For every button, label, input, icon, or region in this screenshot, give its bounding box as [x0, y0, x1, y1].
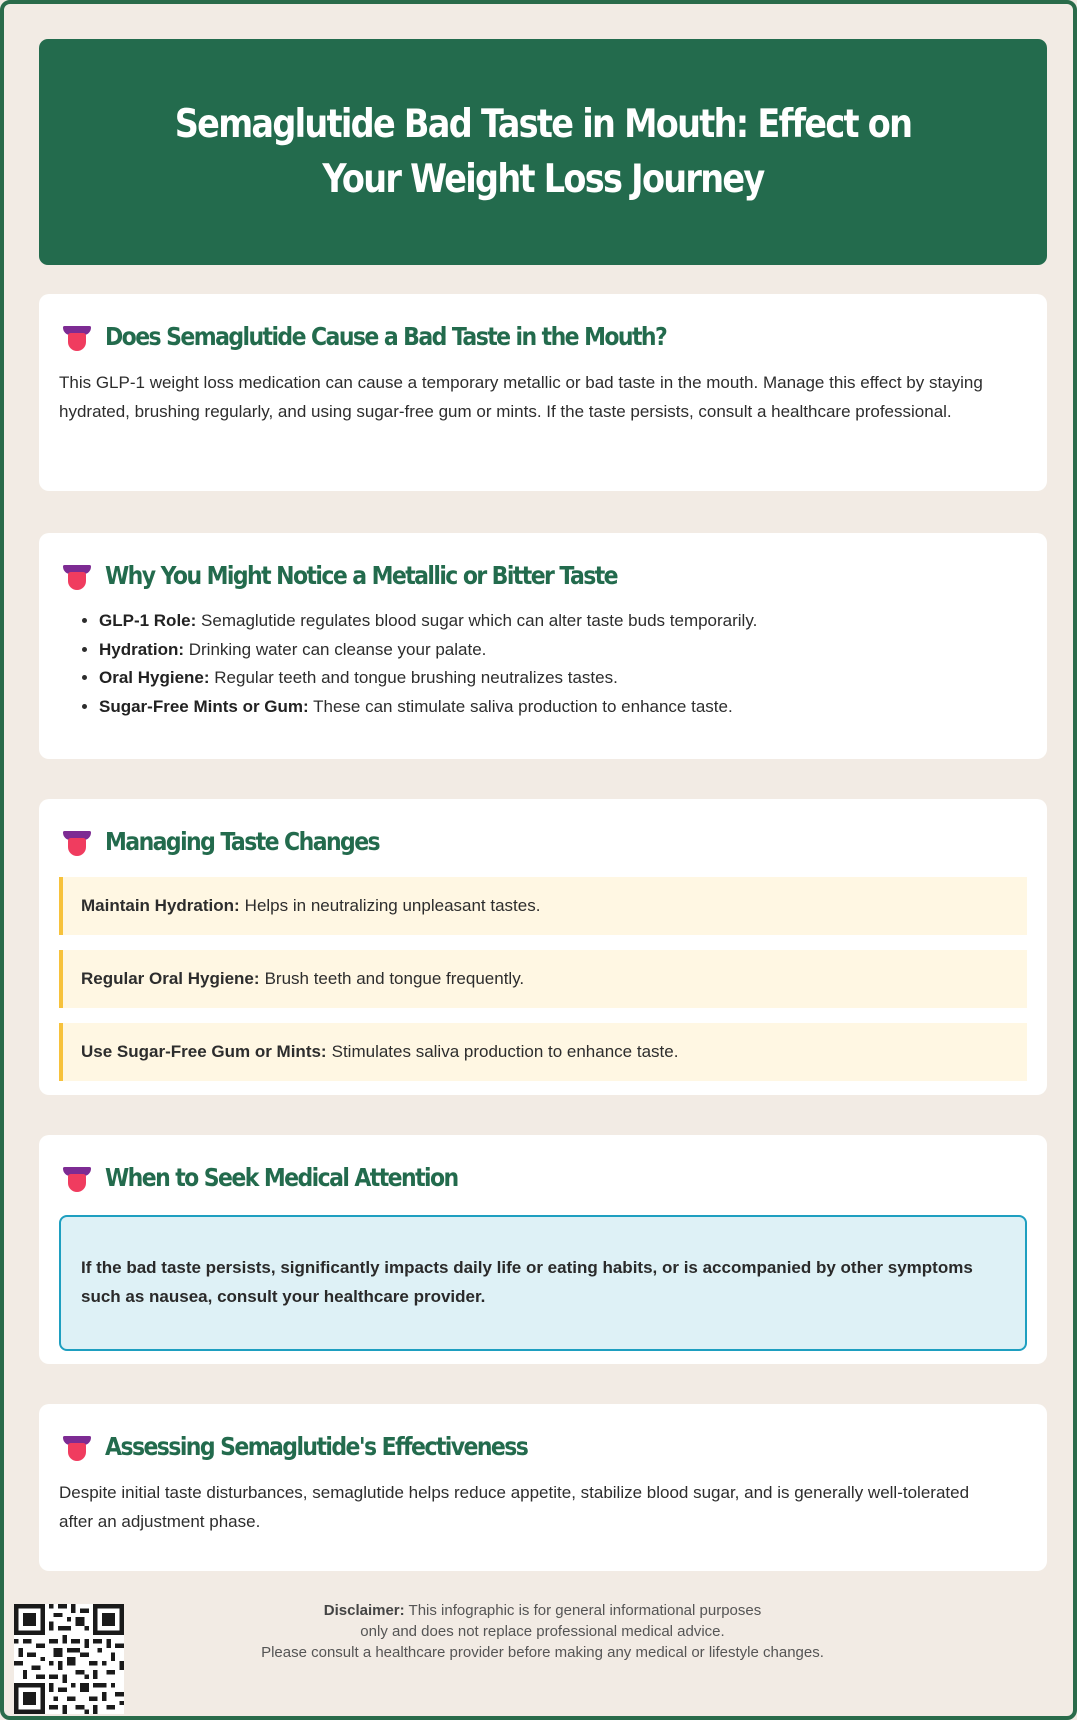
card-managing [39, 799, 1047, 1095]
tongue-icon [63, 324, 91, 354]
list-item [99, 693, 1027, 722]
tongue-icon [63, 1165, 91, 1195]
card-effectiveness [39, 1404, 1047, 1571]
item-label: Sugar-Free Mints or Gum: [99, 696, 309, 716]
disclaimer-text: This infographic is for general informational purposes [408, 1602, 762, 1619]
list-item [99, 607, 1027, 636]
disclaimer-line-1 [4, 1600, 1077, 1621]
item-label: GLP-1 Role: [99, 611, 197, 630]
list-item [99, 636, 1027, 665]
page-header [39, 39, 1047, 265]
tip-label: Regular Oral Hygiene: [81, 969, 260, 988]
card-header [63, 819, 1027, 863]
disclaimer-label: Disclaimer: [323, 1602, 405, 1619]
section-text: This GLP-1 weight loss medication can cause a temporary metallic or bad taste in the mouth. Manage this effect by staying hydrated, brushing regularly, and using sugar-free gum or mints. If the taste persists, consult a healthcare professional. [59, 373, 983, 421]
tip-item [59, 950, 1027, 1008]
card-cause [39, 294, 1047, 491]
card-header [63, 1424, 1027, 1468]
reason-list [59, 607, 1027, 721]
card-header [63, 553, 1027, 597]
card-header [63, 1155, 1027, 1199]
item-text: Drinking water can cleanse your palate. [188, 639, 487, 659]
tongue-icon [63, 1434, 91, 1464]
section-title: Why You Might Notice a Metallic or Bitter Taste [105, 560, 618, 590]
item-text: Regular teeth and tongue brushing neutralizes tastes. [214, 668, 618, 687]
item-text: Semaglutide regulates blood sugar which can alter taste buds temporarily. [201, 611, 758, 630]
section-text: Despite initial taste disturbances, semaglutide helps reduce appetite, stabilize blood sugar, and is generally well-tolerated after an adjustment phase. [59, 1483, 970, 1531]
item-label: Hydration: [99, 639, 184, 659]
tip-label: Maintain Hydration: [81, 896, 240, 915]
page-title: Semaglutide Bad Taste in Mouth: Effect on Your Weight Loss Journey [174, 102, 912, 202]
disclaimer-line-2: only and does not replace professional medical advice. [360, 1623, 725, 1640]
tip-list [59, 877, 1027, 1081]
card-medical [39, 1135, 1047, 1364]
tip-text: Brush teeth and tongue frequently. [264, 969, 525, 988]
medical-alert-box: If the bad taste persists, significantly impacts daily life or eating habits, or is accompanied by other symptoms such as nausea, consult your healthcare provider. [59, 1215, 1027, 1351]
card-header [63, 314, 1027, 358]
item-label: Oral Hygiene: [99, 668, 210, 687]
disclaimer [4, 1600, 1077, 1663]
tongue-icon [63, 829, 91, 859]
section-title: Assessing Semaglutide's Effectiveness [105, 1431, 528, 1461]
tip-text: Helps in neutralizing unpleasant tastes. [244, 896, 541, 915]
item-text: These can stimulate saliva production to enhance taste. [313, 696, 733, 716]
tip-item [59, 1023, 1027, 1081]
tongue-icon [63, 563, 91, 593]
section-title: When to Seek Medical Attention [105, 1162, 458, 1192]
disclaimer-line-3: Please consult a healthcare provider before making any medical or lifestyle changes. [261, 1644, 824, 1661]
tip-label: Use Sugar-Free Gum or Mints: [81, 1042, 327, 1061]
section-title: Managing Taste Changes [105, 826, 380, 856]
tip-item [59, 877, 1027, 935]
card-why [39, 533, 1047, 759]
list-item [99, 664, 1027, 693]
section-title: Does Semaglutide Cause a Bad Taste in the Mouth? [105, 321, 667, 351]
tip-text: Stimulates saliva production to enhance taste. [331, 1042, 679, 1061]
